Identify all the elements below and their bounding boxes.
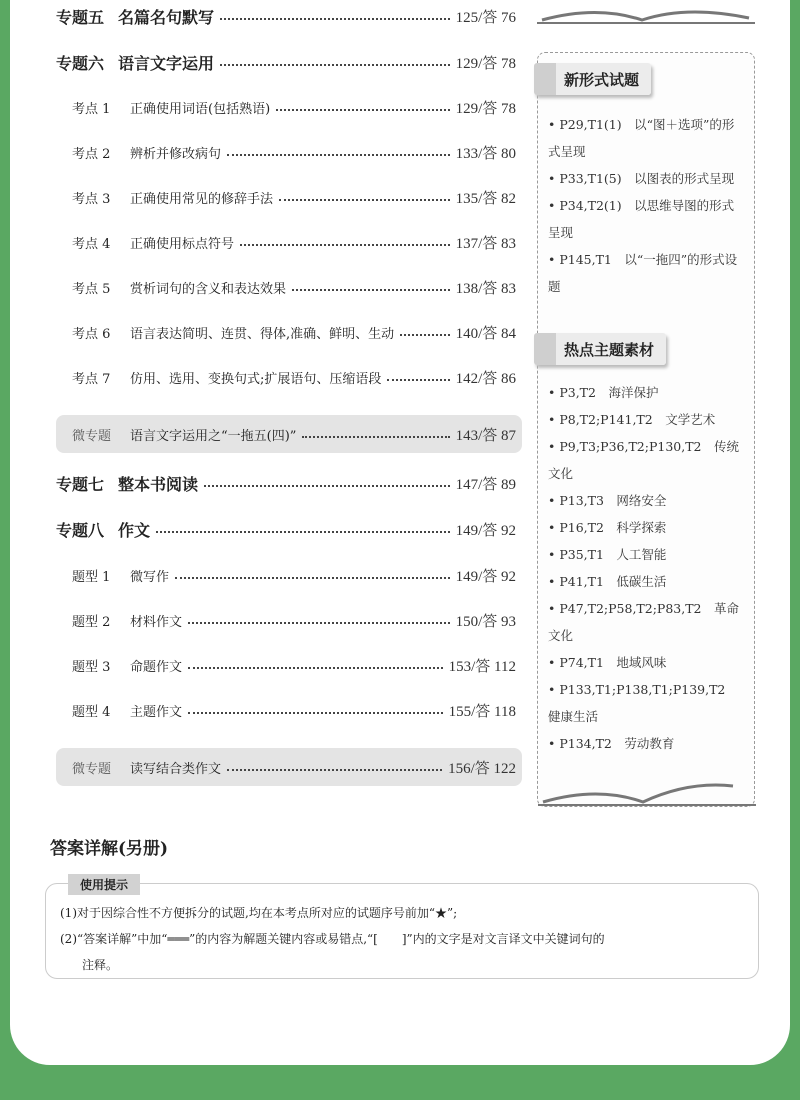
- toc-page: 155/答 118: [448, 703, 516, 720]
- leader-dots: [276, 109, 449, 111]
- usage-tips-box: [45, 878, 759, 979]
- sidebar-list-item: • P29,T1(1) 以“图＋选项”的形式呈现: [548, 117, 735, 159]
- toc-page: 135/答 82: [455, 190, 516, 207]
- toc-page: 129/答 78: [455, 100, 516, 117]
- sidebar-list-item: • P41,T1 低碳生活: [548, 574, 667, 589]
- toc-page: 147/答 89: [455, 476, 516, 493]
- toc-page: 137/答 83: [455, 235, 516, 252]
- book-decoration-icon: [537, 0, 755, 24]
- leader-dots: [227, 154, 450, 156]
- toc-title: 主题作文: [130, 704, 183, 720]
- leader-dots: [188, 667, 443, 669]
- toc-number: 题型 1: [72, 569, 111, 585]
- toc-page: 150/答 93: [455, 613, 516, 630]
- sidebar-list-item: • P74,T1 地域风味: [548, 655, 667, 670]
- toc-title: 微写作: [130, 569, 170, 585]
- toc-title: 作文: [118, 520, 151, 540]
- toc-number: 考点 5: [72, 281, 111, 297]
- toc-title: 正确使用词语(包括熟语): [130, 101, 271, 117]
- hot-topics-title: 热点主题素材: [534, 333, 666, 365]
- leader-dots: [227, 769, 442, 771]
- toc-page: 156/答 122: [448, 760, 516, 777]
- toc-page: 149/答 92: [455, 568, 516, 585]
- toc-row[interactable]: [56, 755, 516, 779]
- micro-topic-box: [56, 415, 522, 453]
- toc-row[interactable]: [56, 50, 516, 74]
- leader-dots: [204, 485, 450, 487]
- leader-dots: [400, 334, 449, 336]
- leader-dots: [188, 622, 450, 624]
- toc-number: 微专题: [72, 428, 112, 444]
- leader-dots: [175, 577, 450, 579]
- hot-topics-list: [538, 379, 754, 757]
- leader-dots: [279, 199, 450, 201]
- toc-title: 辨析并修改病句: [130, 146, 222, 162]
- toc-number: 题型 3: [72, 659, 111, 675]
- sidebar-list-item: • P133,T1;P138,T1;P139,T2 健康生活: [548, 682, 738, 724]
- toc-row[interactable]: [56, 698, 516, 722]
- sidebar-list-item: • P8,T2;P141,T2 文学艺术: [548, 412, 716, 427]
- toc-row[interactable]: [56, 653, 516, 677]
- toc-row[interactable]: [56, 275, 516, 299]
- leader-dots: [302, 436, 449, 438]
- toc-row[interactable]: [56, 365, 516, 389]
- toc-number: 专题六: [56, 53, 105, 73]
- leader-dots: [220, 18, 450, 20]
- toc-number: 考点 6: [72, 326, 111, 342]
- toc-page: 140/答 84: [455, 325, 516, 342]
- toc-number: 考点 3: [72, 191, 111, 207]
- toc-number: 专题八: [56, 520, 105, 540]
- sidebar-list-item: • P3,T2 海洋保护: [548, 385, 659, 400]
- answers-heading: 答案详解(另册): [50, 839, 169, 859]
- sidebar-list-item: • P145,T1 以“一拖四”的形式设题: [548, 252, 738, 294]
- sidebar-list-item: • P13,T3 网络安全: [548, 493, 667, 508]
- toc-page: 142/答 86: [455, 370, 516, 387]
- toc-title: 命题作文: [130, 659, 183, 675]
- toc-title: 正确使用常见的修辞手法: [130, 191, 274, 207]
- toc-number: 专题五: [56, 7, 105, 27]
- toc-title: 仿用、选用、变换句式;扩展语句、压缩语段: [130, 371, 382, 387]
- toc-page: 153/答 112: [448, 658, 516, 675]
- leader-dots: [220, 64, 450, 66]
- toc-row[interactable]: [56, 230, 516, 254]
- leader-dots: [240, 244, 450, 246]
- sidebar-list-item: • P9,T3;P36,T2;P130,T2 传统文化: [548, 439, 740, 481]
- toc-title: 材料作文: [130, 614, 183, 630]
- toc-title: 语言文字运用: [118, 53, 215, 73]
- sidebar-list-item: • P34,T2(1) 以思维导图的形式呈现: [548, 198, 735, 240]
- new-format-list: [538, 111, 754, 300]
- new-format-title: 新形式试题: [534, 63, 651, 95]
- toc-page: 143/答 87: [455, 427, 516, 444]
- toc-row[interactable]: [56, 140, 516, 164]
- toc-row[interactable]: [56, 4, 516, 28]
- toc-row[interactable]: [56, 320, 516, 344]
- toc-title: 语言文字运用之“一拖五(四)”: [130, 428, 297, 444]
- toc-title: 语言表达简明、连贯、得体,准确、鲜明、生动: [130, 326, 395, 342]
- toc-page: 149/答 92: [455, 522, 516, 539]
- toc-number: 题型 2: [72, 614, 111, 630]
- toc-number: 考点 4: [72, 236, 111, 252]
- usage-tips-label: 使用提示: [68, 874, 140, 895]
- sidebar-panel: [537, 52, 755, 807]
- toc-title: 名篇名句默写: [118, 7, 215, 27]
- leader-dots: [156, 531, 450, 533]
- toc-title: 整本书阅读: [118, 474, 199, 494]
- toc-number: 考点 1: [72, 101, 111, 117]
- toc-page: 125/答 76: [455, 9, 516, 26]
- sidebar-list-item: • P47,T2;P58,T2;P83,T2 革命文化: [548, 601, 740, 643]
- tip-1: (1)对于因综合性不方便拆分的试题,均在本考点所对应的试题序号前加“★”;: [60, 906, 458, 920]
- toc-title: 正确使用标点符号: [130, 236, 235, 252]
- leader-dots: [387, 379, 449, 381]
- toc-page: 133/答 80: [455, 145, 516, 162]
- toc-title: 读写结合类作文: [130, 761, 222, 777]
- tip-2-continued: 注释。: [82, 958, 119, 972]
- toc-number: 微专题: [72, 761, 112, 777]
- toc-page: 138/答 83: [455, 280, 516, 297]
- sidebar-list-item: • P16,T2 科学探索: [548, 520, 667, 535]
- toc-row[interactable]: [56, 471, 516, 495]
- toc-title: 赏析词句的含义和表达效果: [130, 281, 287, 297]
- micro-topic-box: [56, 748, 522, 786]
- toc-row[interactable]: [56, 95, 516, 119]
- toc-row[interactable]: [56, 608, 516, 632]
- toc-number: 题型 4: [72, 704, 111, 720]
- toc-number: 专题七: [56, 474, 105, 494]
- toc-row[interactable]: [56, 517, 516, 541]
- leader-dots: [188, 712, 443, 714]
- book-decoration-icon: [538, 776, 756, 806]
- sidebar-list-item: • P134,T2 劳动教育: [548, 736, 675, 751]
- toc-row[interactable]: [56, 422, 516, 446]
- toc-row[interactable]: [56, 185, 516, 209]
- toc-number: 考点 2: [72, 146, 111, 162]
- tip-2: (2)“答案详解”中加“═══”的内容为解题关键内容或易错点,“[ ]”内的文字是对文言译文中关键词句的: [60, 932, 605, 946]
- sidebar-list-item: • P33,T1(5) 以图表的形式呈现: [548, 171, 735, 186]
- toc-number: 考点 7: [72, 371, 111, 387]
- sidebar-list-item: • P35,T1 人工智能: [548, 547, 667, 562]
- toc-page: 129/答 78: [455, 55, 516, 72]
- toc-row[interactable]: [56, 563, 516, 587]
- leader-dots: [292, 289, 450, 291]
